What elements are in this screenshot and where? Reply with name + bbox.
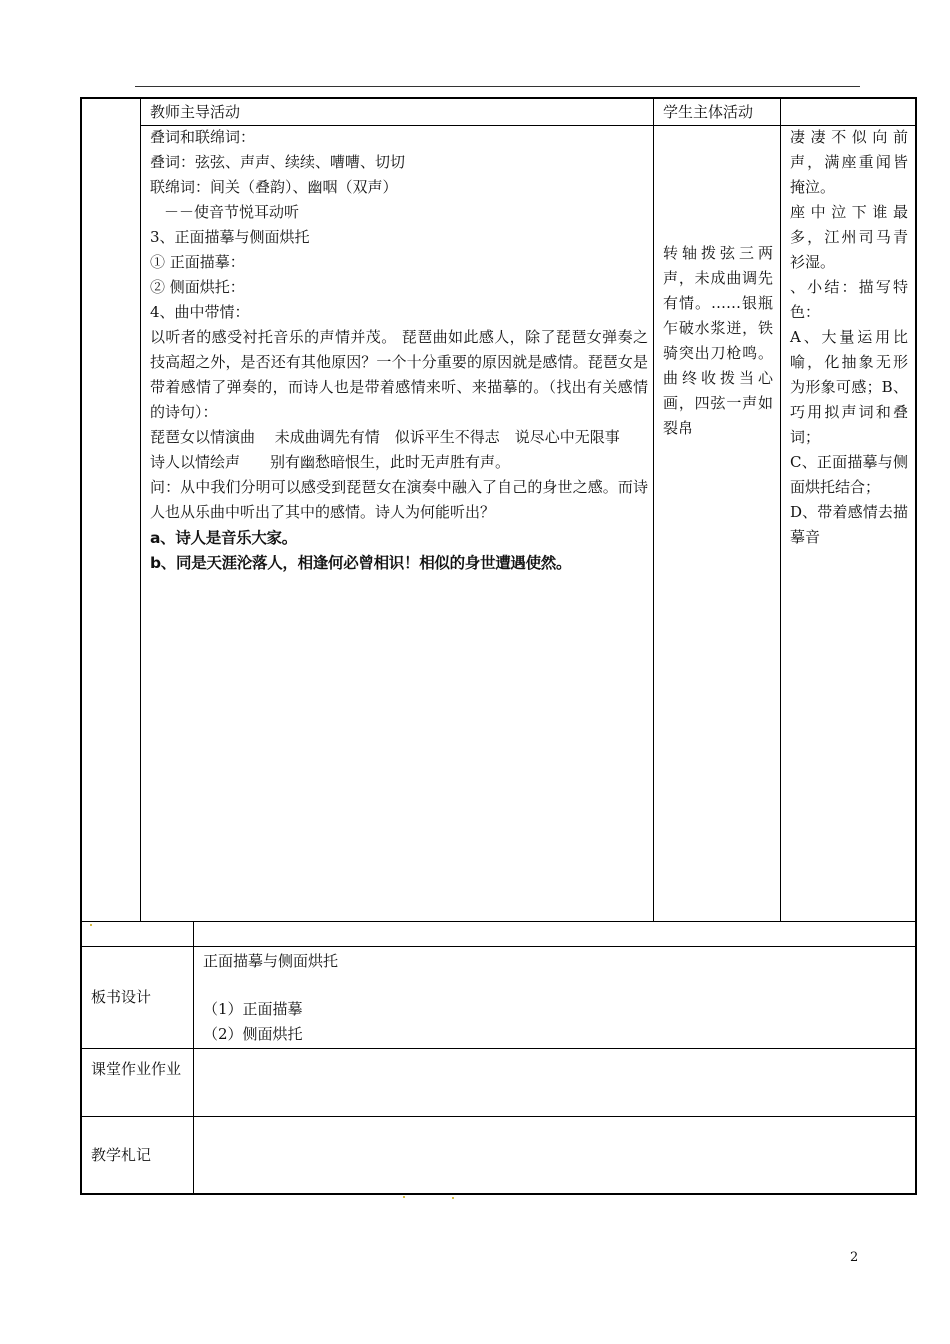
board-content bbox=[203, 949, 338, 1047]
teacher-content bbox=[150, 125, 648, 576]
student-content-cell bbox=[653, 125, 781, 922]
teacher-content-cell bbox=[140, 125, 654, 922]
paragraph: 琵琶女以情演曲 未成曲调先有情 似诉平生不得志 说尽心中无限事 bbox=[150, 428, 620, 446]
board-content-cell bbox=[193, 946, 917, 1049]
notes-content-cell bbox=[193, 1116, 917, 1195]
text-line: 联绵词：间关（叠韵）、幽咽（双声） bbox=[150, 178, 398, 196]
text-line: 3、正面描摹与侧面烘托 bbox=[150, 228, 310, 246]
spacer-content-cell bbox=[193, 921, 917, 947]
text-line: 叠词：弦弦、声声、续续、嘈嘈、切切 bbox=[150, 153, 406, 171]
board-label-cell bbox=[80, 946, 194, 1049]
paragraph: 诗人以情绘声 别有幽愁暗恨生，此时无声胜有声。 bbox=[150, 453, 511, 471]
paragraph: A、大量运用比喻，化抽象无形为形象可感；B、巧用拟声词和叠词； bbox=[790, 328, 908, 446]
board-item: （1）正面描摹 bbox=[203, 1000, 303, 1018]
homework-label: 课堂作业作业 bbox=[91, 1060, 182, 1078]
notes-label-cell bbox=[80, 1116, 194, 1195]
right-header-cell bbox=[780, 97, 917, 126]
teacher-header-cell bbox=[140, 97, 654, 126]
text-line: 叠词和联绵词： bbox=[150, 128, 256, 146]
upper-left-column bbox=[80, 97, 141, 921]
board-label: 板书设计 bbox=[91, 988, 152, 1006]
text-line: －－使音节悦耳动听 bbox=[164, 203, 300, 221]
board-title: 正面描摹与侧面烘托 bbox=[203, 952, 339, 970]
text-line: 4、曲中带情： bbox=[150, 303, 250, 321]
student-activity-heading: 学生主体活动 bbox=[663, 103, 754, 121]
student-header-cell bbox=[653, 97, 781, 126]
notes-label: 教学札记 bbox=[91, 1146, 152, 1164]
teacher-activity-heading: 教师主导活动 bbox=[150, 103, 241, 121]
student-text: 转轴拨弦三两声，未成曲调先有情。……银瓶乍破水浆迸，铁骑突出刀枪鸣。曲终收拨当心画，四弦一声如裂帛 bbox=[663, 244, 773, 437]
board-item: （2）侧面烘托 bbox=[203, 1025, 303, 1043]
spacer-label-cell bbox=[80, 921, 194, 947]
text-line: ① 正面描摹： bbox=[150, 253, 245, 271]
homework-label-cell bbox=[80, 1048, 194, 1117]
scan-speck bbox=[90, 924, 92, 926]
answer-line: b、同是天涯沦落人，相逢何必曾相识！相似的身世遭遇使然。 bbox=[150, 554, 572, 572]
paragraph: 以听者的感受衬托音乐的声情并茂。 琵琶曲如此感人，除了琵琶女弹奏之技高超之外，是否还有其他原因？一个十分重要的原因就是感情。琵琶女是带着感情了弹奏的，而诗人也是带着感情来听、来描摹的。（找出有关感情的诗句）： bbox=[150, 328, 648, 421]
paragraph: D、带着感情去描摹音 bbox=[790, 503, 908, 546]
text-line: ② 侧面烘托： bbox=[150, 278, 245, 296]
header-rule bbox=[135, 86, 860, 87]
answer-line: a、诗人是音乐大家。 bbox=[150, 529, 297, 547]
paragraph: 问：从中我们分明可以感受到琵琶女在演奏中融入了自己的身世之感。而诗人也从乐曲中听出了其中的感情。诗人为何能听出？ bbox=[150, 478, 648, 521]
scan-speck bbox=[452, 1197, 454, 1199]
right-content bbox=[790, 125, 908, 550]
paragraph: 、小结：描写特色： bbox=[790, 278, 908, 321]
paragraph: 凄凄不似向前声，满座重闻皆掩泣。 bbox=[790, 128, 908, 196]
right-content-cell bbox=[780, 125, 917, 922]
homework-content-cell bbox=[193, 1048, 917, 1117]
paragraph: 座中泣下谁最多，江州司马青衫湿。 bbox=[790, 203, 908, 271]
scan-speck bbox=[403, 1196, 405, 1198]
paragraph: C、正面描摹与侧面烘托结合； bbox=[790, 453, 908, 496]
page-number: 2 bbox=[850, 1250, 859, 1265]
